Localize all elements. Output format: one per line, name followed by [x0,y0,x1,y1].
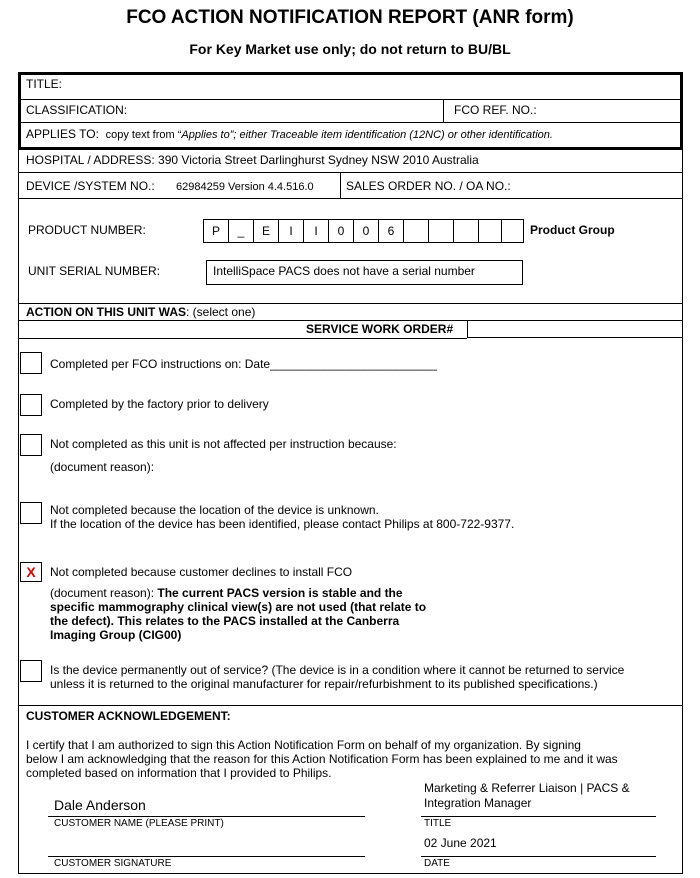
option-customer-declines: Not completed because customer declines to install FCO [50,565,353,579]
applies-to-row [26,127,553,142]
applies-to-label: APPLIES TO: [26,127,99,141]
customer-name-value[interactable]: Dale Anderson [54,797,146,813]
sales-order-label: SALES ORDER NO. / OA NO.: [346,179,511,193]
product-cell[interactable] [478,219,502,243]
title-field-label: TITLE [424,818,452,829]
product-cell[interactable]: I [303,219,329,243]
ack-header: CUSTOMER ACKNOWLEDGEMENT: [26,709,231,723]
service-order-label: SERVICE WORK ORDER# [306,322,454,336]
checked-x-mark: X [26,564,36,580]
product-cell[interactable]: _ [228,219,254,243]
product-cell[interactable] [453,219,479,243]
option-customer-declines-reason-line4: Imaging Group (CIG00) [50,628,182,642]
applies-to-italic: Applies to”; either Traceable item identification (12NC) or other identification. [181,129,553,141]
action-header [26,305,255,319]
option-checkbox-customer-declines[interactable] [20,562,42,582]
reason-prefix: (document reason): [50,586,158,600]
service-order-input[interactable] [467,320,683,338]
customer-signature-label: CUSTOMER SIGNATURE [54,858,172,869]
product-cell[interactable]: 0 [328,219,354,243]
hospital-label: HOSPITAL / ADDRESS: [26,153,155,167]
serial-value: IntelliSpace PACS does not have a serial number [213,264,475,278]
form-title: FCO ACTION NOTIFICATION REPORT (ANR form) [126,7,574,28]
product-cell[interactable]: 6 [378,219,404,243]
action-header-bold: ACTION ON THIS UNIT WAS [26,305,186,319]
product-cell[interactable] [428,219,454,243]
option-completed-by-factory: Completed by the factory prior to delivery [50,397,269,411]
option-out-of-service: Is the device permanently out of service? (The device is in a condition where it cannot be returned to service [50,663,625,677]
option-checkbox-completed-per-fco[interactable] [20,352,42,374]
hospital-row [26,153,479,167]
option-checkbox-not-affected[interactable] [20,434,42,456]
action-header-rest: : (select one) [186,305,256,319]
customer-name-label: CUSTOMER NAME (PLEASE PRINT) [54,818,224,829]
product-cell[interactable]: P [203,219,229,243]
device-label: DEVICE /SYSTEM NO.: [26,179,155,193]
option-checkbox-location-unknown[interactable] [20,502,42,524]
option-customer-declines-reason-line2: specific mammography clinical view(s) are not used (that relate to [50,600,427,614]
serial-label: UNIT SERIAL NUMBER: [28,264,161,278]
title-value-line1[interactable]: Marketing & Referrer Liaison | PACS & [424,781,630,795]
ack-text-line2: below I am acknowledging that the reason for this Action Notification Form has been explained to me and it was [26,752,618,766]
option-customer-declines-reason-line1 [50,586,403,600]
option-not-affected: Not completed as this unit is not affected per instruction because: [50,437,397,451]
product-cell[interactable] [501,219,524,243]
device-value: 62984259 Version 4.4.516.0 [176,181,314,193]
option-out-of-service-line2: unless it is returned to the original manufacturer for repair/refurbishment to its published specifications.) [50,677,598,691]
option-not-affected-reason: (document reason): [50,460,155,474]
ack-text-line3: completed based on information that I provided to Philips. [26,766,332,780]
option-completed-per-fco: Completed per FCO instructions on: Date_________________________ [50,357,437,371]
option-checkbox-out-of-service[interactable] [20,660,42,682]
product-number-cells [203,219,524,243]
option-checkbox-completed-by-factory[interactable] [20,394,42,416]
date-field-label: DATE [424,858,450,869]
title-label: TITLE: [26,77,63,91]
product-cell[interactable]: E [253,219,279,243]
option-customer-declines-reason-line3: the defect). This relates to the PACS installed at the Canberra [50,614,400,628]
reason-bold-1: The current PACS version is stable and the [157,586,403,600]
product-number-label: PRODUCT NUMBER: [28,223,146,237]
ack-text-line1: I certify that I am authorized to sign this Action Notification Form on behalf of my organization. By signing [26,738,581,752]
product-cell[interactable]: I [278,219,304,243]
product-cell[interactable]: 0 [353,219,379,243]
date-value[interactable]: 02 June 2021 [424,836,497,850]
form-subtitle: For Key Market use only; do not return to BU/BL [189,41,511,57]
applies-to-prefix: copy text from “ [105,129,182,141]
option-location-unknown-contact: If the location of the device has been identified, please contact Philips at 800-722-9377. [50,517,515,531]
hospital-value: 390 Victoria Street Darlinghurst Sydney NSW 2010 Australia [158,153,479,167]
product-group-label: Product Group [530,223,615,237]
product-cell[interactable] [403,219,429,243]
option-location-unknown: Not completed because the location of the device is unknown. [50,503,379,517]
classification-label: CLASSIFICATION: [26,103,128,117]
title-value-line2: Integration Manager [424,796,532,810]
fco-ref-label: FCO REF. NO.: [454,103,537,117]
